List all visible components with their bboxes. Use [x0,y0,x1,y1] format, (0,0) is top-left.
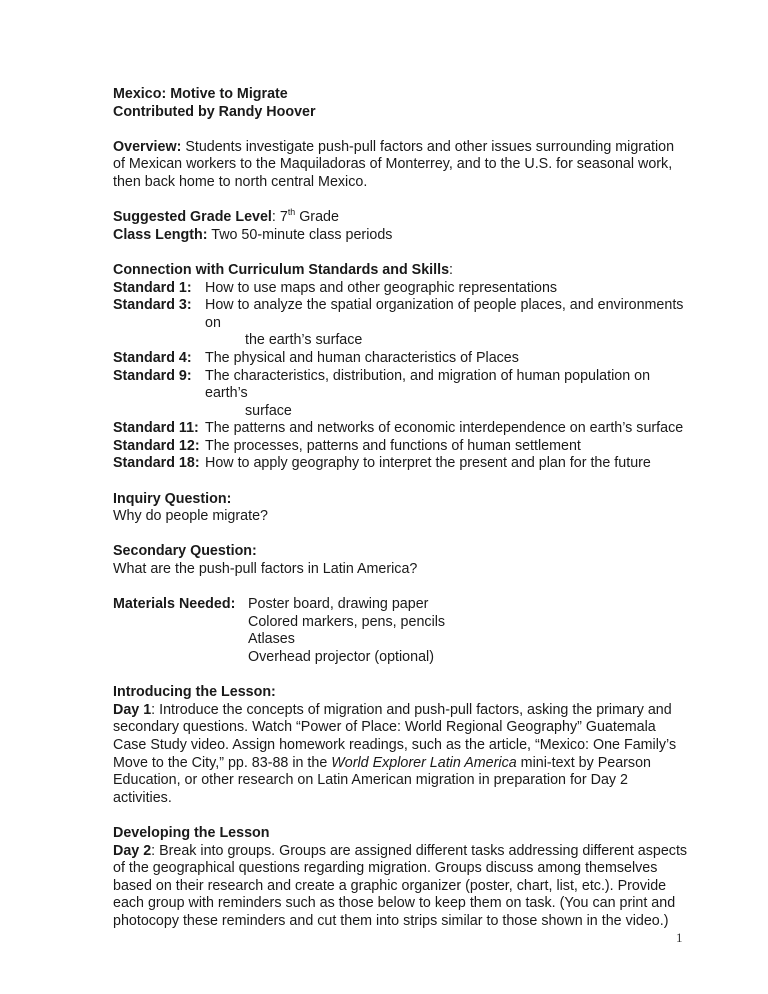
inquiry-question-heading: Inquiry Question: [113,490,232,507]
introducing-lesson-paragraph [113,702,688,808]
secondary-question-text: What are the push-pull factors in Latin America? [113,561,418,578]
standard-row [113,455,688,473]
material-item: Atlases [248,631,295,648]
standard-text-line: The characteristics, distribution, and migration of human population on earth’s [205,367,651,402]
day-1-label: Day 1 [113,701,152,718]
grade-level-value: Grade [295,209,339,226]
spacer [113,121,688,139]
grade-level-label: Suggested Grade Level [113,209,272,226]
standard-text: The patterns and networks of economic interdependence on earth’s surface [205,420,684,437]
standard-row [113,280,688,298]
standard-text-wrap: surface [245,402,292,419]
introducing-text-part-2: mini-text by Pearson Education, or other research on Latin American migration in preparation for Day 2 activities. [113,754,651,806]
standards-heading-colon: : [449,261,454,278]
overview-paragraph [113,139,688,192]
standard-text [205,368,688,421]
standard-row [113,438,688,456]
spacer [113,526,688,544]
document-body [113,86,688,931]
standard-text: The processes, patterns and functions of human settlement [205,437,581,454]
secondary-question-heading: Secondary Question: [113,543,257,560]
grade-ordinal-suffix: th [287,207,296,218]
introducing-lesson-heading: Introducing the Lesson: [113,684,276,701]
standard-row [113,420,688,438]
standard-label: Standard 18: [113,455,200,472]
document-title-line-2: Contributed by Randy Hoover [113,103,316,120]
standard-row [113,350,688,368]
developing-lesson-heading: Developing the Lesson [113,824,270,841]
document-title-line-1: Mexico: Motive to Migrate [113,86,288,102]
grade-level-separator: : 7 [271,209,288,226]
spacer [113,192,688,210]
standard-row [113,368,688,421]
standard-label: Standard 4: [113,349,192,366]
standard-text [205,297,688,350]
developing-lesson-paragraph [113,843,688,931]
class-length-value: Two 50-minute class periods [207,226,393,243]
spacer [113,579,688,597]
standard-text: How to use maps and other geographic representations [205,279,558,296]
standards-heading [113,262,688,280]
standard-text-wrap: the earth’s surface [245,332,363,349]
material-item: Overhead projector (optional) [248,649,434,665]
standard-text: The physical and human characteristics of Places [205,349,519,366]
materials-needed-list [248,596,688,666]
standard-label: Standard 3: [113,297,192,314]
material-item: Colored markers, pens, pencils [248,613,446,630]
class-length [113,227,688,245]
overview-label: Overview: [113,138,182,155]
standard-row [113,297,688,350]
standard-label: Standard 1: [113,279,192,296]
material-item: Poster board, drawing paper [248,596,429,613]
suggested-grade-level [113,209,688,227]
page-number: 1 [676,930,683,945]
introducing-text-part-1: : Introduce the concepts of migration and push-pull factors, asking the primary and secondary questions. Watch “Power of Place: World Regional Geography” Guatemala Case Study video. Assign homework readings, such as the article, “Mexico: One Family’s Move to the City,” pp. 83-88 in the [113,701,677,771]
standard-text: How to apply geography to interpret the present and plan for the future [205,455,651,472]
standard-label: Standard 11: [113,420,199,437]
materials-needed-row [113,596,688,666]
materials-needed-label: Materials Needed: [113,596,236,613]
class-length-label: Class Length: [113,226,208,243]
standards-heading-bold: Connection with Curriculum Standards and Skills [113,261,450,278]
standard-label: Standard 12: [113,437,200,454]
spacer [113,473,688,491]
day-2-label: Day 2 [113,842,152,859]
inquiry-question-text: Why do people migrate? [113,508,268,525]
standard-label: Standard 9: [113,367,192,384]
spacer [113,807,688,825]
standard-text-line: How to analyze the spatial organization of people places, and environments on [205,297,684,331]
developing-text: : Break into groups. Groups are assigned different tasks addressing different aspects of the geographical questions regarding migration. Groups discuss among themselves based on their research and create a graphic organizer (poster, chart, list, etc.). Provide each group with reminders such as those below to keep them on task. (You can print and photocopy these reminders and cut them into strips similar to those shown in the video.) [113,842,688,929]
overview-text: Students investigate push-pull factors and other issues surrounding migration of Mexican workers to the Maquiladoras of Monterrey, and to the U.S. for seasonal work, then back home to north central Mexico. [113,138,675,190]
spacer [113,244,688,262]
spacer [113,667,688,685]
book-title-italic: World Explorer Latin America [331,754,517,771]
